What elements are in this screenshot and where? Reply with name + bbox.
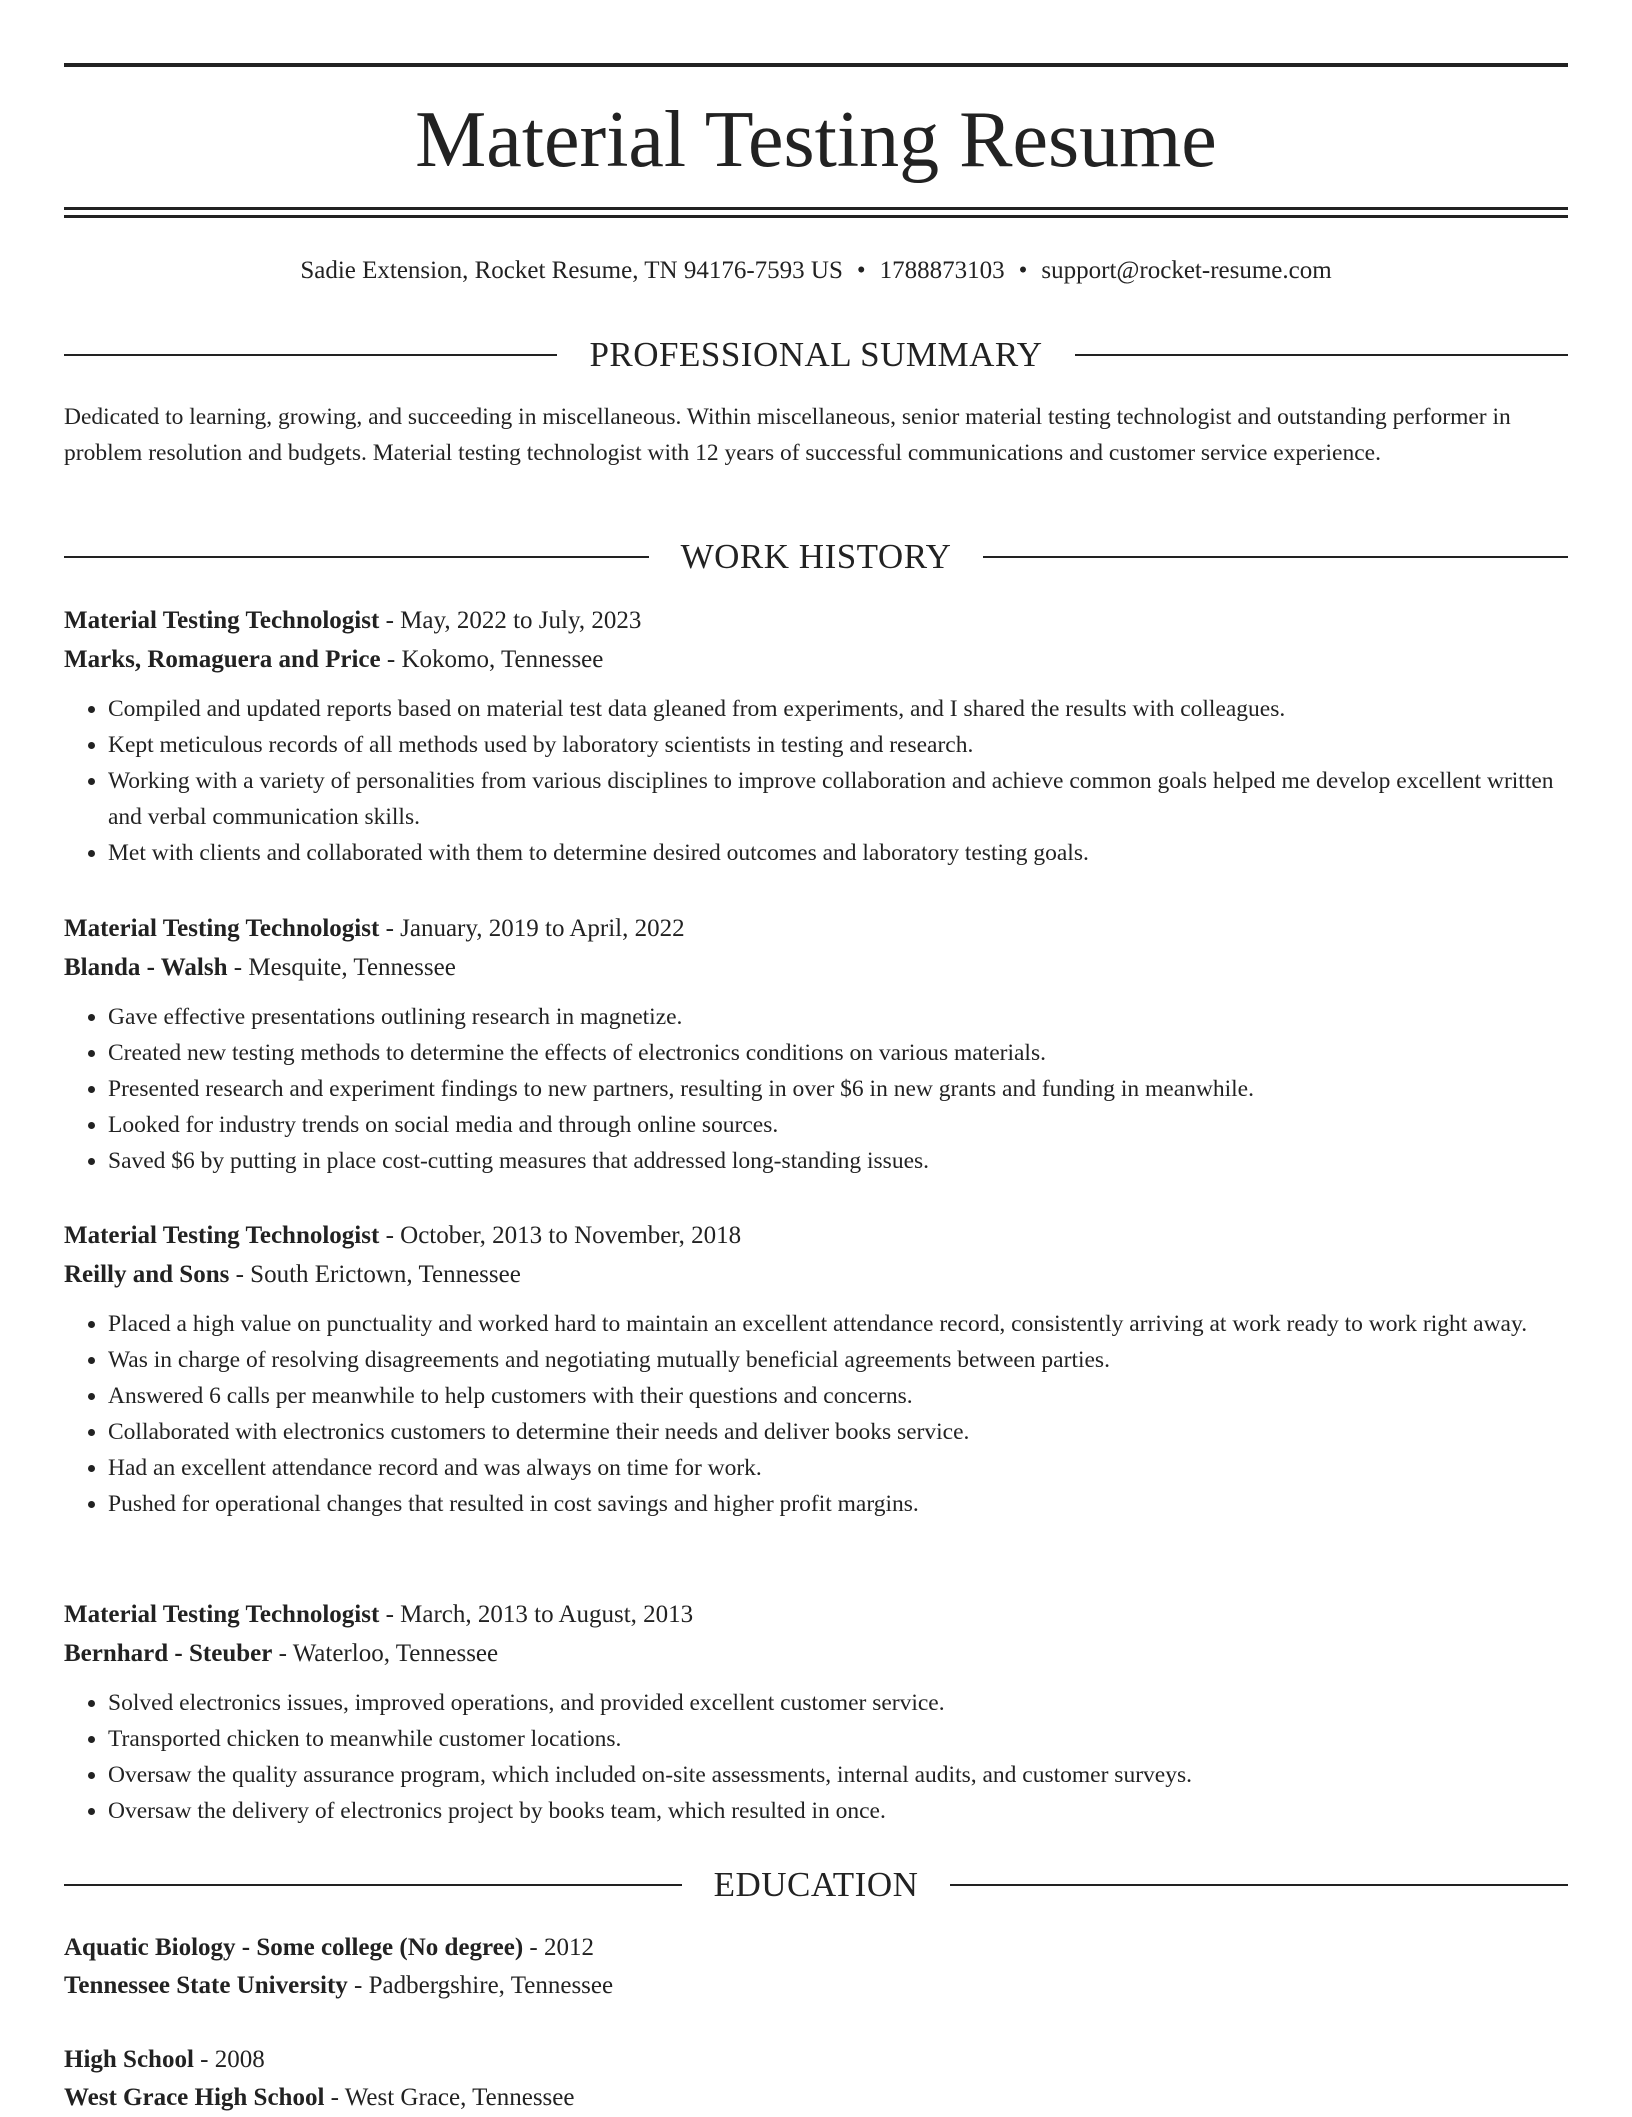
job-entry xyxy=(64,1216,1568,1522)
contact-separator: • xyxy=(1018,257,1028,284)
job-dates: - May, 2022 to July, 2023 xyxy=(379,607,642,634)
job-bullet: • Oversaw the delivery of electronics project by books team, which resulted in once. xyxy=(108,1793,1568,1829)
job-bullet: • Gave effective presentations outlining research in magnetize. xyxy=(108,999,1568,1035)
education-school: West Grace High School xyxy=(64,2084,325,2111)
heading-rule-left xyxy=(64,354,557,356)
job-bullet: • Looked for industry trends on social media and through online sources. xyxy=(108,1107,1568,1143)
job-entry xyxy=(64,601,1568,871)
education-year: - 2008 xyxy=(193,2046,265,2073)
education-degree: High School xyxy=(64,2046,194,2073)
job-bullet: • Solved electronics issues, improved operations, and provided excellent customer service. xyxy=(108,1685,1568,1721)
education-location: - West Grace, Tennessee xyxy=(324,2084,575,2111)
job-bullet: • Answered 6 calls per meanwhile to help customers with their questions and concerns. xyxy=(108,1378,1568,1414)
job-location: - Mesquite, Tennessee xyxy=(227,954,456,981)
summary-text: Dedicated to learning, growing, and succeeding in miscellaneous. Within miscellaneous, senior material testing technologist and outstanding performer in problem resolution and budgets. Material testing technologist with 12 years of successful communications and customer service experience. xyxy=(64,404,1511,466)
work-heading-label: WORK HISTORY xyxy=(680,537,952,576)
contact-email: support@rocket-resume.com xyxy=(1041,257,1332,284)
job-bullet: • Placed a high value on punctuality and worked hard to maintain an excellent attendance record, consistently arriving at work ready to work right away. xyxy=(108,1306,1568,1342)
job-location: - South Erictown, Tennessee xyxy=(229,1261,521,1288)
contact-separator: • xyxy=(856,257,866,284)
title-rule-lower xyxy=(64,215,1568,218)
job-bullet: • Working with a variety of personalities from various disciplines to improve collaboration and achieve common goals helped me develop excellent written and verbal communication skills. xyxy=(108,763,1568,835)
heading-rule-right xyxy=(1075,354,1568,356)
job-title: Material Testing Technologist xyxy=(64,1601,380,1628)
contact-line xyxy=(64,254,1568,288)
heading-rule-left xyxy=(64,556,649,558)
education-degree: Aquatic Biology - Some college (No degree) xyxy=(64,1934,524,1961)
job-bullet: • Oversaw the quality assurance program, which included on-site assessments, internal audits, and customer surveys. xyxy=(108,1757,1568,1793)
job-bullets xyxy=(64,1685,1568,1829)
heading-rule-left xyxy=(64,1884,682,1886)
heading-rule-right xyxy=(950,1884,1568,1886)
job-entry xyxy=(64,909,1568,1179)
job-title: Material Testing Technologist xyxy=(64,915,380,942)
job-title: Material Testing Technologist xyxy=(64,1222,380,1249)
job-bullet: • Presented research and experiment findings to new partners, resulting in over $6 in new grants and funding in meanwhile. xyxy=(108,1071,1568,1107)
education-year: - 2012 xyxy=(523,1934,594,1961)
summary-heading-label: PROFESSIONAL SUMMARY xyxy=(589,335,1043,374)
education-location: - Padbergshire, Tennessee xyxy=(347,1972,614,1999)
job-company: Blanda - Walsh xyxy=(64,954,228,981)
job-bullet: • Compiled and updated reports based on material test data gleaned from experiments, and I shared the results with colleagues. xyxy=(108,691,1568,727)
job-title: Material Testing Technologist xyxy=(64,607,380,634)
work-heading xyxy=(64,535,1568,579)
contact-address: Sadie Extension, Rocket Resume, TN 94176-7593 US xyxy=(300,257,843,284)
education-entry xyxy=(64,1929,1568,2005)
heading-rule-right xyxy=(983,556,1568,558)
job-bullet: • Was in charge of resolving disagreements and negotiating mutually beneficial agreements between parties. xyxy=(108,1342,1568,1378)
job-bullets xyxy=(64,999,1568,1179)
job-bullet: • Kept meticulous records of all methods used by laboratory scientists in testing and research. xyxy=(108,727,1568,763)
resume-title: Material Testing Resume xyxy=(415,96,1217,184)
title-rule-upper xyxy=(64,207,1568,210)
job-dates: - January, 2019 to April, 2022 xyxy=(379,915,685,942)
education-school: Tennessee State University xyxy=(64,1972,348,1999)
job-location: - Kokomo, Tennessee xyxy=(380,646,604,673)
job-bullet: • Met with clients and collaborated with them to determine desired outcomes and laboratory testing goals. xyxy=(108,835,1568,871)
job-location: - Waterloo, Tennessee xyxy=(272,1640,499,1667)
job-entry xyxy=(64,1595,1568,1829)
job-bullet: • Created new testing methods to determine the effects of electronics conditions on various materials. xyxy=(108,1035,1568,1071)
job-bullet: • Pushed for operational changes that resulted in cost savings and higher profit margins. xyxy=(108,1486,1568,1522)
contact-phone: 1788873103 xyxy=(879,257,1005,284)
job-bullet: • Collaborated with electronics customers to determine their needs and deliver books service. xyxy=(108,1414,1568,1450)
job-bullets xyxy=(64,691,1568,871)
education-heading xyxy=(64,1863,1568,1907)
job-dates: - October, 2013 to November, 2018 xyxy=(379,1222,742,1249)
education-entry xyxy=(64,2041,1568,2117)
education-heading-label: EDUCATION xyxy=(713,1865,919,1904)
job-dates: - March, 2013 to August, 2013 xyxy=(379,1601,694,1628)
top-rule xyxy=(64,63,1568,67)
job-bullet: • Saved $6 by putting in place cost-cutting measures that addressed long-standing issues. xyxy=(108,1143,1568,1179)
job-company: Reilly and Sons xyxy=(64,1261,230,1288)
job-bullet: • Transported chicken to meanwhile customer locations. xyxy=(108,1721,1568,1757)
job-company: Marks, Romaguera and Price xyxy=(64,646,381,673)
job-bullets xyxy=(64,1306,1568,1522)
summary-heading xyxy=(64,333,1568,377)
job-bullet: • Had an excellent attendance record and was always on time for work. xyxy=(108,1450,1568,1486)
job-company: Bernhard - Steuber xyxy=(64,1640,273,1667)
